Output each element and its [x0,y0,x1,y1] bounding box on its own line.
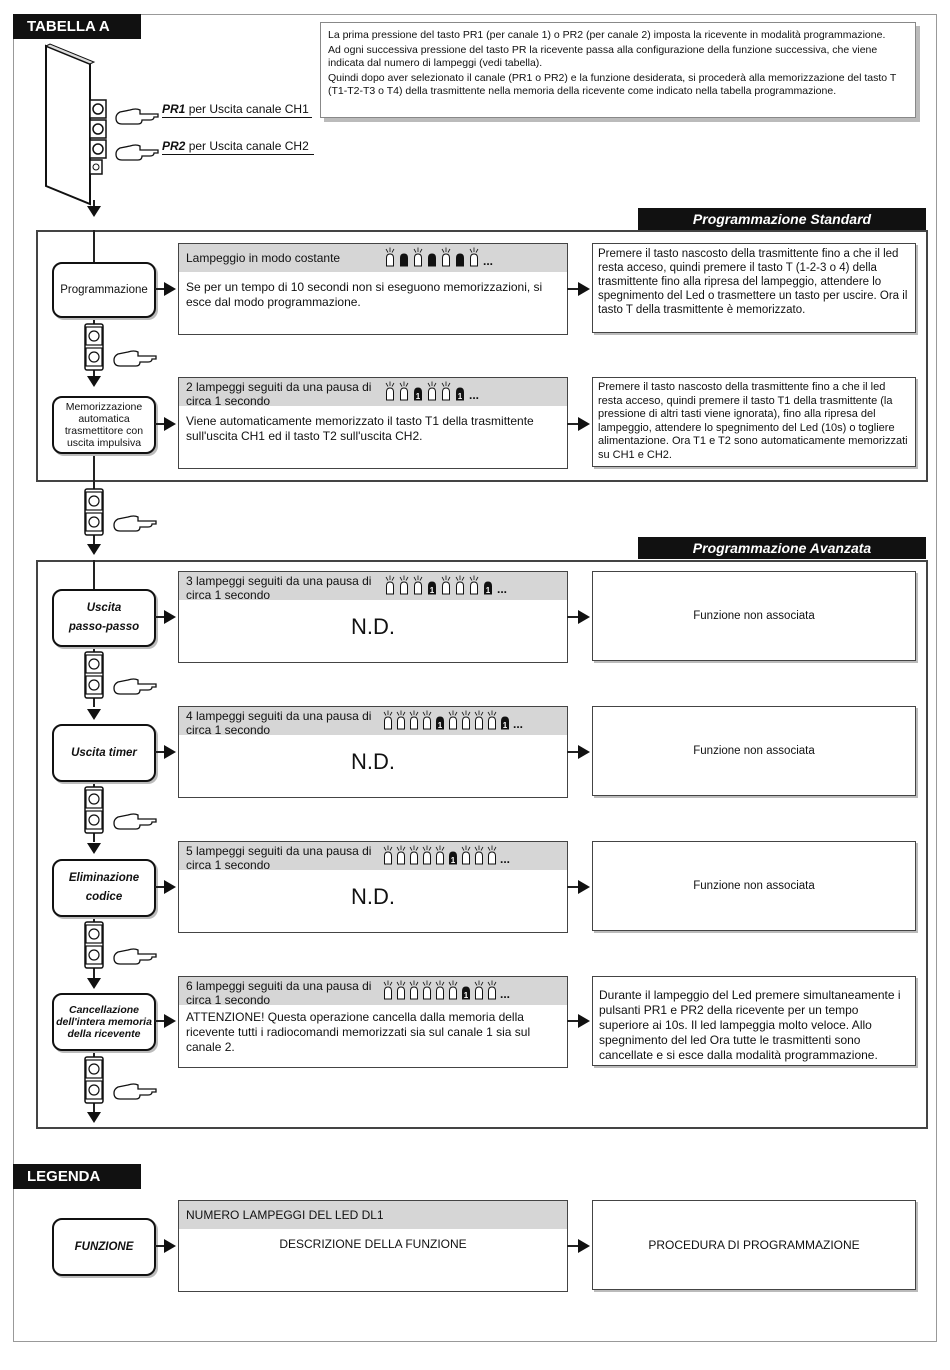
pr2-name: PR2 [162,139,186,153]
flash-header-text: 4 lampeggi seguiti da una pausa di circa 1 secondo [186,709,372,737]
arrow-right-icon [164,417,176,431]
lamp-dots: ... [500,852,511,866]
arrow-right-icon [164,1014,176,1028]
lamp-flash-icon [427,381,437,401]
lamp-pause-icon [461,980,471,1000]
lamp-flash-icon [469,247,479,267]
remote-button-icon [82,785,106,835]
arrow-right-icon [164,610,176,624]
arrow-down-icon [87,843,101,854]
description-box-2 [178,377,568,469]
lamp-dots: ... [483,254,494,268]
arrow-down-icon [87,978,101,989]
hand-pointer-icon [112,348,158,370]
description-text: N.D. [351,614,395,639]
lamp-flash-icon [441,381,451,401]
flash-header [179,572,567,600]
lamp-digit: 1 [485,586,491,595]
flash-header [179,707,567,735]
lamp-flash-icon [409,980,419,1000]
lamp-dots: ... [469,388,480,402]
lamp-pause-icon [483,575,493,595]
function-box-cancellazione [52,993,156,1051]
lamp-pause-icon [427,575,437,595]
receiver-board-icon [40,42,120,207]
flow-line [93,560,95,590]
remote-button-icon [82,1055,106,1105]
description-box-6 [178,976,568,1068]
arrow-down-icon [87,544,101,555]
description-text: ATTENZIONE! Questa operazione cancella dalla memoria della ricevente tutti i radiocomandi memorizzati sia sul canale 1 sia sul canale 2. [186,1010,531,1054]
description-box-5 [178,841,568,933]
legend-function-box [52,1218,156,1276]
function-box-eliminazione [52,859,156,917]
flash-header-text: 6 lampeggi seguiti da una pausa di circa 1 secondo [186,979,372,1007]
remote-button-icon [82,487,106,537]
lamp-dots: ... [500,987,511,1001]
lamp-flash-icon [461,845,471,865]
flash-header [179,977,567,1005]
lamp-digit: 1 [437,721,443,730]
lamp-digit: 1 [429,586,435,595]
function-label: Eliminazione [68,872,140,884]
hand-pointer-icon [112,513,158,535]
lamp-pause-icon [500,710,510,730]
hand-pointer-icon [114,106,160,128]
lamp-flash-icon [474,980,484,1000]
function-label: Uscita [86,602,122,614]
function-label: passo-passo [68,621,140,633]
lamp-flash-icon [441,575,451,595]
flash-header-text: 5 lampeggi seguiti da una pausa di circa 1 secondo [186,844,372,872]
legend-description: DESCRIZIONE DELLA FUNZIONE [279,1237,467,1251]
function-label: Programmazione [60,283,148,296]
lamp-flash-icon [422,845,432,865]
lamp-off-icon [399,247,409,267]
flash-header-text: 2 lampeggi seguiti da una pausa di circa 1 secondo [186,380,372,408]
lamp-flash-icon [455,575,465,595]
intro-p2: Ad ogni successiva pressione del tasto PR la ricevente passa alla configurazione della funzione successiva, che viene indicata dal numero di lampeggi (vedi tabella). [328,44,878,69]
lamp-sequence [385,575,507,595]
intro-p3: Quindi dopo aver selezionato il canale (PR1 o PR2) e la funzione desiderata, si procederà alla memorizzazione del tasto T (T1-T2-T3 o T4) della trasmittente nella memoria della ricevente come indicato nella tabella programmazione. [328,72,897,97]
legend-description-box [178,1200,568,1292]
lamp-flash-icon [448,980,458,1000]
function-label: Cancellazione dell'intera memoria della ricevente [56,1004,152,1040]
lamp-off-icon [455,247,465,267]
lamp-digit: 1 [457,392,463,401]
procedure-box-6: Durante il lampeggio del Led premere simultaneamente i pulsanti PR1 e PR2 della ricevente per un tempo superiore ai 10s. Il led lampeggia molto veloce. Allo spegnimento del led Ora tutte le trasmittenti sono cancellate e si esce dalla modalità programmazione. [592,976,916,1066]
lamp-flash-icon [435,980,445,1000]
procedure-box-2: Premere il tasto nascosto della trasmittente fino a che il led resta acceso, quindi premere il tasto T1 della trasmittente (la pressione di altri tasti viene ignorata), fino alla ripresa del lampeggio, attendere lo spegnimento del Led (10s) o togliere alimentazione. Ora T1 e T2 sono automaticamente memorizzati su CH1 e CH2. [592,377,916,467]
lamp-flash-icon [487,710,497,730]
lamp-flash-icon [422,980,432,1000]
intro-p1: La prima pressione del tasto PR1 (per canale 1) o PR2 (per canale 2) imposta la ricevente in modalità programmazione. [328,29,886,41]
arrow-down-icon [87,709,101,720]
flash-header [179,842,567,870]
flash-header-text: 3 lampeggi seguiti da una pausa di circa 1 secondo [186,574,372,602]
remote-button-icon [82,920,106,970]
function-label: Memorizzazione automatica trasmettitore con uscita impulsiva [64,401,144,449]
arrow-right-icon [164,745,176,759]
arrow-down-icon [87,376,101,387]
flash-header [179,378,567,406]
lamp-flash-icon [469,575,479,595]
lamp-digit: 1 [502,721,508,730]
flash-header [179,244,567,272]
flash-header-text: Lampeggio in modo costante [186,251,341,265]
arrow-right-icon [578,282,590,296]
lamp-pause-icon [435,710,445,730]
legend-header: NUMERO LAMPEGGI DEL LED DL1 [179,1201,567,1229]
description-box-1 [178,243,568,335]
lamp-flash-icon [399,575,409,595]
lamp-pause-icon [455,381,465,401]
function-box-uscita-timer [52,724,156,782]
lamp-flash-icon [448,710,458,730]
arrow-right-icon [578,1014,590,1028]
lamp-flash-icon [413,247,423,267]
lamp-flash-icon [461,710,471,730]
section-advanced-title: Programmazione Avanzata [638,537,926,559]
lamp-flash-icon [435,845,445,865]
function-box-passo-passo [52,589,156,647]
pr1-name: PR1 [162,102,186,116]
lamp-sequence [383,980,510,1000]
pr2-text: per Uscita canale CH2 [188,139,309,153]
hand-pointer-icon [112,946,158,968]
procedure-box-5: Funzione non associata [592,841,916,931]
lamp-flash-icon [385,247,395,267]
hand-pointer-icon [114,142,160,164]
lamp-flash-icon [409,845,419,865]
lamp-flash-icon [409,710,419,730]
lamp-sequence [385,247,493,267]
lamp-flash-icon [399,381,409,401]
procedure-box-3: Funzione non associata [592,571,916,661]
arrow-right-icon [164,282,176,296]
lamp-flash-icon [413,575,423,595]
pr1-label [162,102,312,118]
lamp-flash-icon [422,710,432,730]
arrow-down-icon [87,206,101,217]
remote-button-icon [82,322,106,372]
section-standard-title: Programmazione Standard [638,208,926,230]
lamp-flash-icon [474,845,484,865]
lamp-digit: 1 [415,392,421,401]
function-label: Uscita timer [71,746,137,759]
flow-line [93,230,95,262]
function-box-programmazione [52,262,156,318]
lamp-pause-icon [448,845,458,865]
lamp-off-icon [427,247,437,267]
hand-pointer-icon [112,811,158,833]
legend-procedure-box: PROCEDURA DI PROGRAMMAZIONE [592,1200,916,1290]
lamp-sequence [383,845,510,865]
arrow-right-icon [164,880,176,894]
lamp-flash-icon [487,845,497,865]
legenda-title: LEGENDA [13,1164,141,1189]
lamp-dots: ... [497,582,508,596]
lamp-sequence [383,710,523,730]
hand-pointer-icon [112,1081,158,1103]
lamp-sequence [385,381,479,401]
legend-function-label: FUNZIONE [74,1240,134,1253]
arrow-right-icon [578,417,590,431]
lamp-flash-icon [385,381,395,401]
arrow-right-icon [164,1239,176,1253]
remote-button-icon [82,650,106,700]
lamp-flash-icon [396,845,406,865]
function-label: codice [85,891,123,903]
function-box-memorizzazione [52,396,156,454]
lamp-flash-icon [441,247,451,267]
lamp-flash-icon [474,710,484,730]
pr1-text: per Uscita canale CH1 [188,102,309,116]
arrow-right-icon [578,745,590,759]
description-text: Se per un tempo di 10 secondi non si eseguono memorizzazioni, si esce dal modo programmazione. [186,280,543,309]
arrow-down-icon [87,1112,101,1123]
lamp-digit: 1 [450,856,456,865]
lamp-flash-icon [396,710,406,730]
tabella-title: TABELLA A [13,14,141,39]
hand-pointer-icon [112,676,158,698]
procedure-box-4: Funzione non associata [592,706,916,796]
procedure-box-1: Premere il tasto nascosto della trasmittente fino a che il led resta acceso, quindi premere il tasto T (1-2-3 o 4) della trasmittente fino alla ripresa del lampeggio, attendere lo spegnimento del Led o trasmettere un tasto per uscire. Ora il tasto T della trasmittente è memorizzato. [592,243,916,333]
lamp-flash-icon [383,980,393,1000]
lamp-flash-icon [396,980,406,1000]
lamp-pause-icon [413,381,423,401]
description-box-4 [178,706,568,798]
arrow-right-icon [578,880,590,894]
lamp-dots: ... [513,717,524,731]
lamp-flash-icon [383,710,393,730]
lamp-flash-icon [383,845,393,865]
arrow-right-icon [578,1239,590,1253]
pr2-label [162,139,314,155]
arrow-right-icon [578,610,590,624]
description-text: Viene automaticamente memorizzato il tasto T1 della trasmittente sull'uscita CH1 ed il tasto T2 sull'uscita CH2. [186,414,534,443]
lamp-flash-icon [487,980,497,1000]
intro-note [320,22,916,118]
lamp-digit: 1 [463,991,469,1000]
description-text: N.D. [351,884,395,909]
description-text: N.D. [351,749,395,774]
lamp-flash-icon [385,575,395,595]
description-box-3 [178,571,568,663]
